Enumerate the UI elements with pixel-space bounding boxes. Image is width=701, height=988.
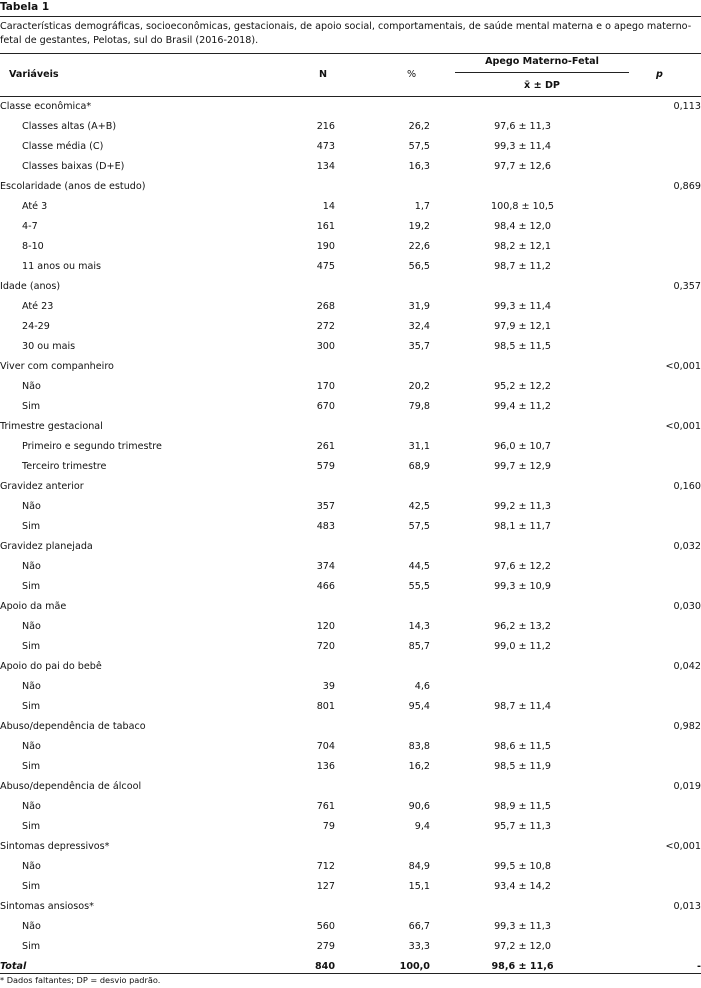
cell-n: 704 [316,741,335,752]
cell-n: 216 [316,121,335,132]
cell-variable: 4-7 [22,221,38,232]
cell-mean-sd [430,897,615,917]
cell-pct: 31,9 [408,301,430,312]
cell-variable: Sim [22,701,41,712]
cell-mean-sd: 98,6 ± 11,5 [494,741,551,752]
cell-pct [335,657,430,677]
cell-variable: Não [22,861,41,872]
cell-n: 14 [322,201,335,212]
cell-p [615,877,701,897]
cell-n: 272 [316,321,335,332]
cell-p [615,917,701,937]
cell-mean-sd: 97,2 ± 12,0 [494,941,551,952]
cell-n: 475 [316,261,335,272]
cell-n [290,597,335,617]
cell-pct [335,357,430,377]
table-row-variable [0,277,701,297]
cell-n [290,477,335,497]
cell-variable: Classe média (C) [22,141,104,152]
cell-mean-sd: 98,7 ± 11,2 [494,261,551,272]
table-row-variable [0,837,701,857]
cell-p [615,377,701,397]
cell-mean-sd: 99,4 ± 11,2 [494,401,551,412]
cell-mean-sd: 99,2 ± 11,3 [494,501,551,512]
table-row-category [0,677,701,697]
cell-pct [335,177,430,197]
cell-p [615,797,701,817]
cell-n: 268 [316,301,335,312]
cell-pct: 31,1 [408,441,430,452]
cell-p [615,117,701,137]
cell-variable: Não [22,381,41,392]
table-row-category [0,637,701,657]
table-row-category [0,497,701,517]
table-row-category [0,797,701,817]
cell-mean-sd: 96,2 ± 13,2 [494,621,551,632]
cell-p [615,337,701,357]
cell-variable: 11 anos ou mais [22,261,102,272]
cell-n [290,537,335,557]
cell-pct: 19,2 [408,221,430,232]
cell-mean-sd [430,97,615,117]
cell-n: 840 [314,961,335,972]
cell-pct: 15,1 [408,881,430,892]
table-row-category [0,757,701,777]
cell-pct [335,837,430,857]
table-row-category [0,117,701,137]
cell-variable: Não [22,561,41,572]
cell-p: 0,013 [673,901,701,912]
table-row-category [0,217,701,237]
cell-p [615,637,701,657]
header-n: N [319,69,328,80]
cell-pct: 1,7 [414,201,430,212]
table-row-category [0,617,701,637]
cell-n [290,277,335,297]
table-row-category [0,197,701,217]
cell-variable: Trimestre gestacional [0,421,103,432]
cell-mean-sd: 97,7 ± 12,6 [494,161,551,172]
cell-mean-sd [430,417,615,437]
cell-pct: 4,6 [414,681,430,692]
table-row-category [0,377,701,397]
cell-n: 120 [316,621,335,632]
cell-p: 0,032 [673,541,701,552]
cell-n: 483 [316,521,335,532]
cell-n: 136 [316,761,335,772]
cell-mean-sd [430,717,615,737]
cell-mean-sd: 99,3 ± 11,4 [494,301,551,312]
cell-pct [335,97,430,117]
table-row-variable [0,357,701,377]
cell-mean-sd [430,677,615,697]
cell-n: 374 [316,561,335,572]
cell-n: 261 [316,441,335,452]
cell-p [615,937,701,957]
cell-n: 161 [316,221,335,232]
cell-variable: Não [22,921,41,932]
cell-variable: Gravidez planejada [0,541,93,552]
cell-n: 473 [316,141,335,152]
table-caption: Características demográficas, socioeconômicas, gestacionais, de apoio social, comportamentais, de saúde mental materna e o apego materno-fetal de gestantes, Pelotas, sul do Brasil (2016-2018). [0,21,692,46]
cell-pct [335,477,430,497]
cell-mean-sd [430,657,615,677]
cell-n: 712 [316,861,335,872]
cell-pct: 35,7 [408,341,430,352]
cell-p: 0,030 [673,601,701,612]
cell-p [615,557,701,577]
cell-mean-sd: 98,7 ± 11,4 [494,701,551,712]
cell-p: 0,113 [673,101,701,112]
table-row-category [0,737,701,757]
data-table [0,97,701,977]
cell-mean-sd: 98,4 ± 12,0 [494,221,551,232]
table-body [0,97,701,977]
table-row-category [0,457,701,477]
cell-pct [335,537,430,557]
cell-pct: 100,0 [399,961,430,972]
table-row-category [0,297,701,317]
table-row-category [0,577,701,597]
cell-mean-sd: 96,0 ± 10,7 [494,441,551,452]
cell-p [615,157,701,177]
cell-pct: 90,6 [408,801,430,812]
table-row-category [0,397,701,417]
cell-variable: Não [22,501,41,512]
header-p: p [656,69,663,80]
table-row-variable [0,537,701,557]
cell-pct: 57,5 [408,141,430,152]
cell-n [290,357,335,377]
table-row-category [0,337,701,357]
cell-mean-sd: 99,3 ± 11,3 [494,921,551,932]
cell-variable: Não [22,681,41,692]
table-row-category [0,137,701,157]
cell-variable: Classes altas (A+B) [22,121,117,132]
top-rule [0,16,701,17]
cell-pct [335,597,430,617]
cell-mean-sd: 93,4 ± 14,2 [494,881,551,892]
cell-mean-sd: 98,1 ± 11,7 [494,521,551,532]
cell-p [615,737,701,757]
cell-mean-sd: 95,7 ± 11,3 [494,821,551,832]
table-label: Tabela 1 [0,1,50,13]
cell-variable: Não [22,621,41,632]
cell-n [290,417,335,437]
table-row-variable [0,417,701,437]
cell-pct [335,717,430,737]
cell-p: 0,357 [673,281,701,292]
cell-pct: 14,3 [408,621,430,632]
cell-p [615,437,701,457]
cell-mean-sd [430,277,615,297]
cell-p [615,697,701,717]
footnote: * Dados faltantes; DP = desvio padrão. [0,975,161,985]
table-row-variable [0,177,701,197]
cell-p [615,197,701,217]
table-row-variable [0,477,701,497]
cell-mean-sd: 99,5 ± 10,8 [494,861,551,872]
cell-variable: Até 23 [22,301,54,312]
cell-mean-sd: 98,5 ± 11,5 [494,341,551,352]
cell-n: 357 [316,501,335,512]
cell-n: 720 [316,641,335,652]
cell-variable: Sim [22,761,41,772]
cell-p [615,577,701,597]
cell-variable: Sim [22,941,41,952]
cell-n [290,837,335,857]
cell-p: - [697,961,701,972]
cell-variable: Sim [22,581,41,592]
table-row-variable [0,777,701,797]
table-row-category [0,697,701,717]
cell-pct [335,897,430,917]
cell-pct: 42,5 [408,501,430,512]
cell-pct: 22,6 [408,241,430,252]
cell-n: 579 [316,461,335,472]
cell-n: 670 [316,401,335,412]
cell-n [290,177,335,197]
cell-p [615,217,701,237]
cell-p: 0,042 [673,661,701,672]
cell-n: 127 [316,881,335,892]
cell-p [615,457,701,477]
table-row-category [0,317,701,337]
cell-p [615,857,701,877]
table-row-variable [0,97,701,117]
cell-pct [335,777,430,797]
cell-variable: Não [22,741,41,752]
cell-pct: 16,3 [408,161,430,172]
cell-mean-sd: 97,6 ± 11,3 [494,121,551,132]
cell-variable: Sintomas ansiosos* [0,901,94,912]
table-row-category [0,857,701,877]
cell-pct: 68,9 [408,461,430,472]
cell-pct: 85,7 [408,641,430,652]
cell-p [615,397,701,417]
cell-mean-sd [430,537,615,557]
cell-p [615,497,701,517]
cell-variable: Gravidez anterior [0,481,84,492]
cell-p [615,757,701,777]
cell-variable: Sim [22,881,41,892]
cell-p [615,677,701,697]
table-row-variable [0,597,701,617]
cell-mean-sd: 97,6 ± 12,2 [494,561,551,572]
cell-mean-sd: 100,8 ± 10,5 [491,201,554,212]
cell-mean-sd: 95,2 ± 12,2 [494,381,551,392]
table-row-category [0,517,701,537]
cell-pct: 55,5 [408,581,430,592]
cell-variable: Classe econômica* [0,101,92,112]
cell-p: <0,001 [665,361,701,372]
cell-mean-sd: 99,3 ± 10,9 [494,581,551,592]
cell-variable: Apoio do pai do bebê [0,661,102,672]
cell-variable: Viver com companheiro [0,361,114,372]
cell-p [615,817,701,837]
cell-mean-sd: 98,2 ± 12,1 [494,241,551,252]
cell-p [615,517,701,537]
cell-n: 79 [322,821,335,832]
group-underline [455,72,629,73]
cell-n: 801 [316,701,335,712]
cell-variable: Não [22,801,41,812]
table-row-category [0,557,701,577]
cell-pct: 32,4 [408,321,430,332]
table-row-category [0,877,701,897]
cell-pct: 56,5 [408,261,430,272]
cell-p: 0,160 [673,481,701,492]
cell-n: 39 [322,681,335,692]
cell-pct: 20,2 [408,381,430,392]
cell-n [290,897,335,917]
cell-n: 560 [316,921,335,932]
cell-p [615,257,701,277]
header-mean-sd: x̄ ± DP [524,80,560,91]
cell-mean-sd: 99,0 ± 11,2 [494,641,551,652]
cell-variable: Sim [22,521,41,532]
cell-pct [335,277,430,297]
table-row-category [0,437,701,457]
table-row-variable [0,657,701,677]
cell-pct: 16,2 [408,761,430,772]
cell-mean-sd: 98,6 ± 11,6 [491,961,554,972]
cell-pct: 83,8 [408,741,430,752]
cell-mean-sd: 98,9 ± 11,5 [494,801,551,812]
cell-mean-sd [430,777,615,797]
cell-pct: 44,5 [408,561,430,572]
table-row-total [0,957,701,977]
cell-mean-sd [430,177,615,197]
cell-variable: Idade (anos) [0,281,61,292]
table-row-category [0,237,701,257]
cell-n: 761 [316,801,335,812]
cell-p [615,237,701,257]
cell-pct: 84,9 [408,861,430,872]
cell-p: <0,001 [665,841,701,852]
header-group: Apego Materno-Fetal [485,56,599,67]
cell-mean-sd [430,837,615,857]
cell-n: 300 [316,341,335,352]
cell-pct: 9,4 [414,821,430,832]
cell-variable: 24-29 [22,321,50,332]
cell-pct: 26,2 [408,121,430,132]
cell-mean-sd: 97,9 ± 12,1 [494,321,551,332]
cell-variable: Abuso/dependência de álcool [0,781,142,792]
cell-pct: 57,5 [408,521,430,532]
header-top-rule [0,53,701,54]
cell-n: 190 [316,241,335,252]
cell-n: 170 [316,381,335,392]
cell-n [290,657,335,677]
cell-variable: Sintomas depressivos* [0,841,110,852]
cell-p [615,617,701,637]
cell-p [615,317,701,337]
cell-variable: Até 3 [22,201,48,212]
cell-pct: 66,7 [408,921,430,932]
cell-p: <0,001 [665,421,701,432]
cell-variable: Apoio da mãe [0,601,67,612]
cell-n [290,717,335,737]
cell-pct: 95,4 [408,701,430,712]
cell-n: 279 [316,941,335,952]
cell-mean-sd [430,597,615,617]
header-variables: Variáveis [9,69,59,80]
cell-variable: Abuso/dependência de tabaco [0,721,146,732]
cell-pct: 33,3 [408,941,430,952]
cell-mean-sd [430,357,615,377]
cell-n: 134 [316,161,335,172]
header-pct: % [407,69,417,80]
cell-variable: Total [0,961,27,972]
table-row-category [0,817,701,837]
cell-p: 0,869 [673,181,701,192]
table-row-category [0,257,701,277]
cell-n [290,777,335,797]
table-row-category [0,157,701,177]
table-row-variable [0,897,701,917]
cell-mean-sd: 99,7 ± 12,9 [494,461,551,472]
cell-variable: Escolaridade (anos de estudo) [0,181,146,192]
table-row-variable [0,717,701,737]
cell-n [290,97,335,117]
cell-n: 466 [316,581,335,592]
cell-variable: Sim [22,401,41,412]
cell-mean-sd: 98,5 ± 11,9 [494,761,551,772]
cell-pct [335,417,430,437]
cell-p [615,297,701,317]
cell-p: 0,019 [673,781,701,792]
bottom-rule [0,973,701,974]
cell-variable: Primeiro e segundo trimestre [22,441,162,452]
cell-variable: 30 ou mais [22,341,76,352]
cell-variable: Sim [22,821,41,832]
table-row-category [0,937,701,957]
cell-pct: 79,8 [408,401,430,412]
table-row-category [0,917,701,937]
cell-p [615,137,701,157]
cell-variable: 8-10 [22,241,44,252]
cell-variable: Classes baixas (D+E) [22,161,125,172]
cell-variable: Terceiro trimestre [22,461,107,472]
cell-mean-sd [430,477,615,497]
cell-p: 0,982 [673,721,701,732]
cell-mean-sd: 99,3 ± 11,4 [494,141,551,152]
cell-variable: Sim [22,641,41,652]
